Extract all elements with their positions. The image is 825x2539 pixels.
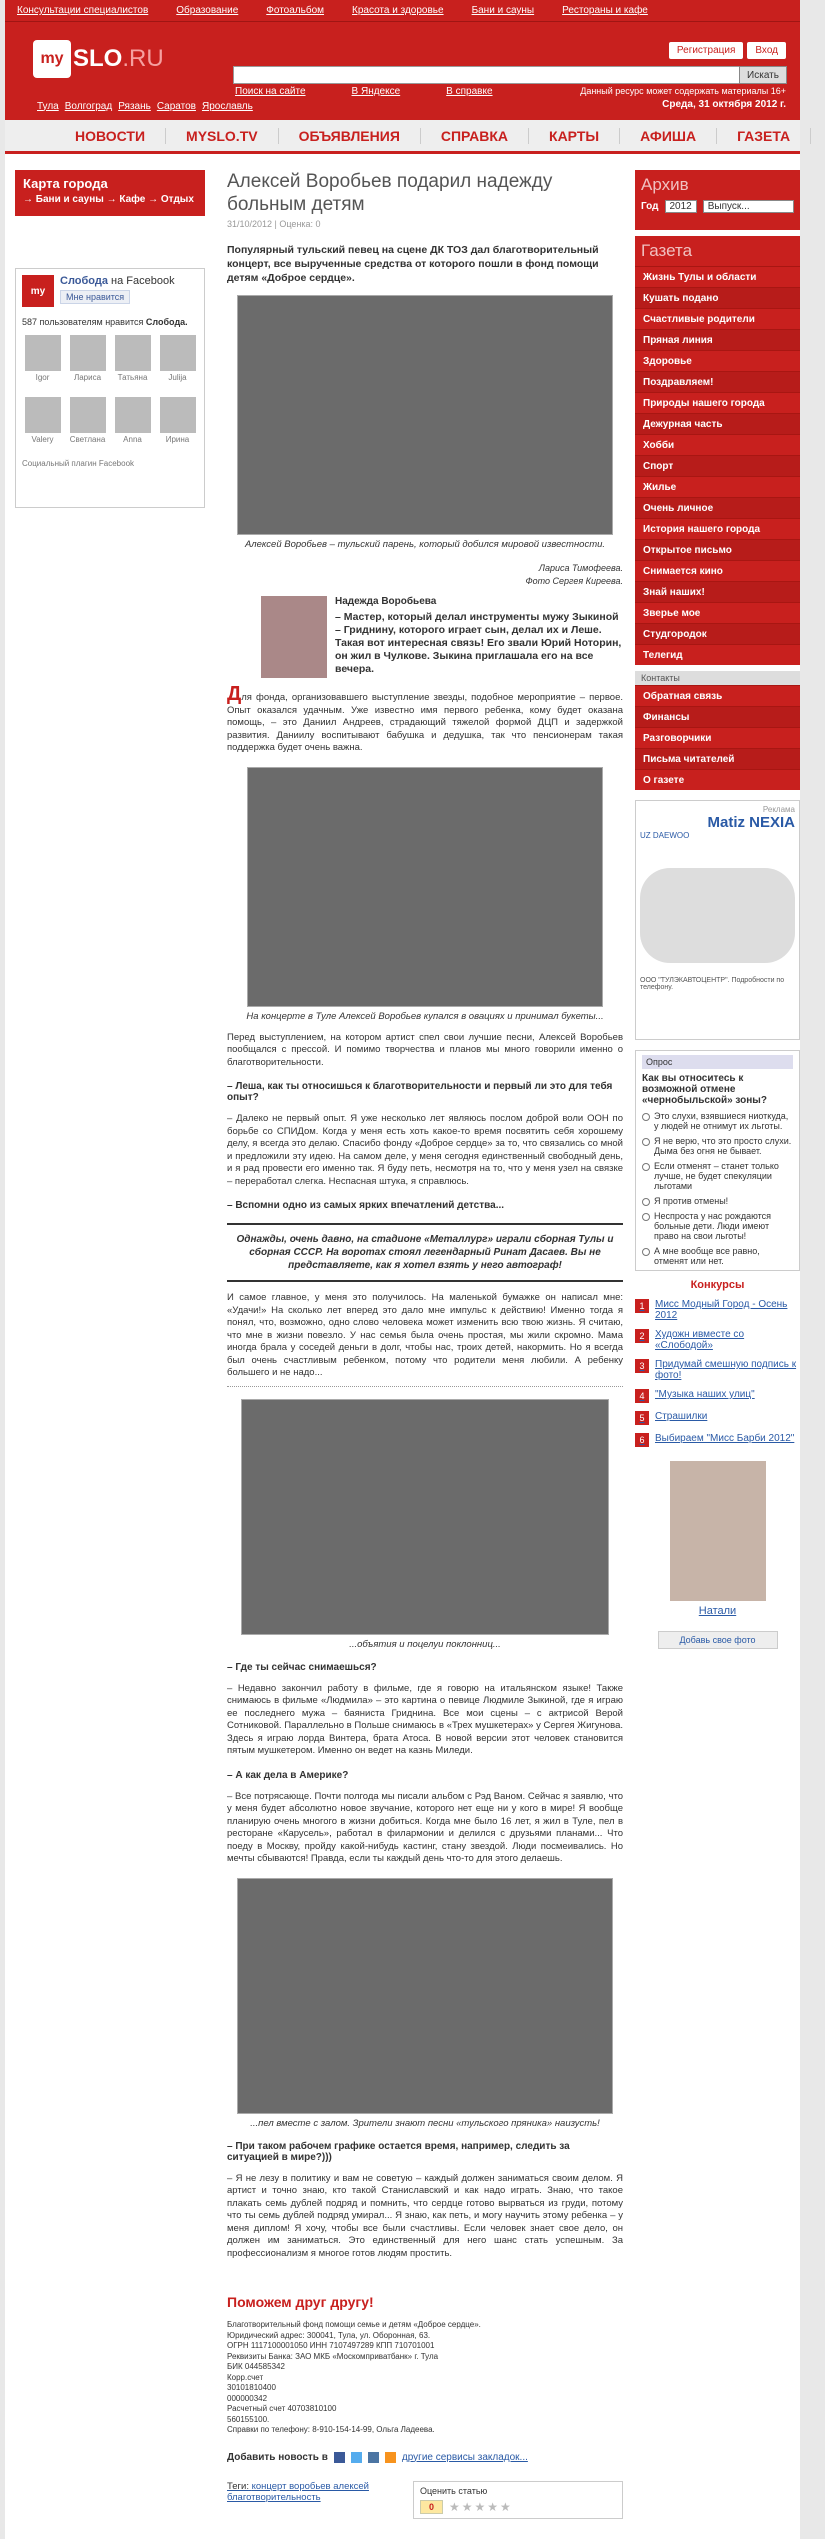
poll-option-text: А мне вообще все равно, отменят или нет. — [654, 1246, 760, 1266]
quote-name: Надежда Воробьева — [335, 596, 437, 607]
paragraph: – Далеко не первый опыт. Я уже несколько лет являюсь послом доброй воли ООН по борьбе со СПИДом. Когда у меня есть хоть какое-то время посвятить себя хорошему делу, я всегда это делаю. Спасибо фонду «Доброе сердце» за то, что связались со мной и предложили эту идею. На самом деле, у меня сегодня единственный свободный день, и я рад провести его именно так. Я буду петь, несмотря на то, что у меня узел на связке – переработал слегка. Неспасная штука, я справлюсь. — [227, 1113, 623, 1187]
age-notice: Данный ресурс может содержать материалы 16+ — [580, 86, 786, 96]
quote-text: – Мастер, который делал инструменты мужу Зыкиной – Гриднину, которого играет сын, делал их и Леше. Такая вот интересная связь! Его звали Юрий Ноторин, он жил в Чулкове. Зыкина приглашала его на все вечера. — [335, 611, 622, 675]
contest-number: 5 — [635, 1411, 649, 1425]
gazeta-item[interactable]: История нашего города — [635, 518, 800, 539]
paragraph: – Все потрясающе. Почти полгода мы писали альбом с Рэд Ваном. Сейчас я заявлю, что у меня будет абсолютно новое звучание, которого нет еще ни у кого в мире! Я вообще планирую очень многого в жизни добиться. Когда мне было 16 лет, я жил в Туле, пел в ресторане «Карусель», работал в филармонии и делился с друзьями планами... Что поеду в Москву, пройду какой-нибудь кастинг, стану звездой. Люди посмеивались. Но мечты сбываются! Правда, если ты каждый день что-то для этого делаешь. — [227, 1790, 623, 1864]
article-meta: 31/10/2012 | Оценка: 0 — [227, 219, 321, 229]
contests-title: Конкурсы — [690, 1279, 745, 1291]
gazeta-item[interactable]: Спорт — [635, 455, 800, 476]
issue-select[interactable]: Выпуск... — [703, 200, 794, 213]
topnav-link[interactable]: Бани и сауны — [471, 5, 535, 16]
fb-on-label: на Facebook — [111, 275, 175, 287]
portrait-photo — [237, 295, 613, 535]
photo-caption: ...пел вместе с залом. Зрители знают песни «тульского пряника» наизусть! — [250, 2117, 600, 2129]
fb-person[interactable] — [157, 335, 198, 393]
author-credit: Лариса Тимофеева. — [538, 563, 623, 573]
fb-page-logo: my — [22, 275, 54, 307]
search-site-link[interactable]: Поиск на сайте — [235, 86, 306, 97]
contest-link[interactable] — [635, 1299, 800, 1321]
fb-person[interactable] — [112, 397, 153, 455]
fb-person-name: Татьяна — [117, 373, 148, 382]
nav-tv[interactable]: MYSLO.TV — [166, 128, 279, 144]
winner-name[interactable]: Натали — [698, 1605, 737, 1617]
rating-value: 0 — [420, 2500, 443, 2514]
gazeta-item[interactable]: Хобби — [635, 434, 800, 455]
photo-caption: На концерте в Туле Алексей Воробьев купался в овациях и принимал букеты... — [246, 1010, 604, 1022]
bank-line: Корр.счет — [227, 2372, 264, 2382]
bank-line: Справки по телефону: 8-910-154-14-99, Ольга Ладеева. — [227, 2425, 435, 2434]
avatar — [160, 397, 196, 433]
top-nav — [5, 0, 800, 22]
fb-person[interactable] — [67, 397, 108, 455]
contest-link[interactable] — [635, 1411, 800, 1425]
fb-count: 587 пользователям нравится — [22, 317, 144, 327]
question: – Вспомни одно из самых ярких впечатлений детства... — [227, 1200, 505, 1211]
poll-option[interactable] — [642, 1211, 793, 1241]
fb-person-name: Лариса — [73, 373, 102, 382]
search-button[interactable]: Искать — [739, 66, 787, 84]
share-bar — [227, 2452, 623, 2463]
fb-like-button[interactable]: Мне нравится — [60, 290, 130, 304]
nav-afisha[interactable]: АФИША — [620, 128, 717, 144]
photo-caption: ...объятия и поцелуи поклонниц... — [349, 1638, 501, 1650]
fb-person-name: Valery — [31, 435, 54, 444]
paragraph: Перед выступлением, на котором артист спел свои лучшие песни, Алексей Воробьев пообщался с прессой. И помимо творчества и планов мы много говорили именно о благотворительности. — [227, 1031, 623, 1068]
topnav-link[interactable]: Фотоальбом — [266, 5, 325, 16]
ad-label: Реклама — [762, 805, 795, 814]
question: – А как дела в Америке? — [227, 1769, 349, 1781]
radio-icon[interactable] — [642, 1248, 650, 1256]
ad-brand: Matiz NEXIA — [707, 814, 795, 831]
paragraph: – Недавно закончил работу в фильме, где я говорю на итальянском языке! Также снимаюсь в фильме «Людмила» – это картина о певице Людмиле Зыкиной, где я играю ее последнего мужа – баяниста Гриднина. Все мои сцены – с актрисой Верой Сотниковой. Параллельно в Польше снимаюсь в «Трех мушкетерах» у Сергея Жигунова. Здесь я играю лорда Винтера, брата Атоса. В новой версии этот человек становится пятым мушкетером. Именно он ведет на казнь Миледи. — [227, 1682, 623, 1756]
fb-person-name: Julija — [168, 373, 187, 382]
poll-option[interactable] — [642, 1196, 793, 1206]
fb-person[interactable] — [22, 397, 63, 455]
archive-section — [635, 170, 800, 230]
register-button[interactable]: Регистрация — [669, 42, 743, 59]
avatar — [115, 397, 151, 433]
avatar — [160, 335, 196, 371]
contest-number: 4 — [635, 1389, 649, 1403]
paragraph — [227, 683, 623, 755]
gazeta-item[interactable]: Жилье — [635, 476, 800, 497]
rating-stars-icon[interactable]: ★★★★★ — [449, 2499, 513, 2514]
city-link[interactable]: Саратов — [156, 100, 196, 112]
fb-person-name: Anna — [123, 435, 142, 444]
city-link[interactable]: Ярославль — [201, 100, 253, 112]
poll-option[interactable] — [642, 1136, 793, 1156]
facebook-icon[interactable] — [334, 2452, 345, 2463]
gazeta-item[interactable]: Очень личное — [635, 497, 800, 518]
gazeta-item[interactable]: Жизнь Тулы и области — [635, 266, 800, 287]
bank-details — [227, 2320, 623, 2436]
logo-mark: my — [33, 40, 71, 78]
site-logo[interactable] — [33, 38, 164, 80]
bank-line: ОГРН 1117100001050 ИНН 7107497289 КПП 710701001 — [227, 2341, 435, 2350]
fb-person-name: Светлана — [69, 435, 106, 444]
poll-option-text: Если отменят – станет только лучше, не будет спекуляции льготами — [654, 1161, 779, 1191]
city-link[interactable]: Тула — [37, 100, 59, 112]
add-photo-button[interactable]: Добавь свое фото — [658, 1631, 778, 1649]
question: – При таком рабочем графике остается время, например, следить за ситуацией в мире?))) — [227, 2140, 570, 2163]
logo-text: SLO.RU — [73, 45, 164, 72]
contest-link[interactable] — [635, 1359, 800, 1381]
gazeta-section — [635, 236, 800, 665]
paragraph: И самое главное, у меня это получилось. На маленькой бумажке он написал мне: «Удачи!» На сколько лет вперед это дало мне импульс к действию! Именно тогда я понял, что, возможно, одно слово человека может изменить всю твою жизнь. Я считаю, что мне в жизни повезло. У нас семья была очень простая, мы жили скромно. Мама иногда брала у соседей деньги в долг, чтобы нас, троих детей, накормить. Но я всегда был очень счастливым ребенком, потому что родители меня любили. А ребенку большего и не надо... — [227, 1292, 623, 1378]
right-column — [635, 170, 800, 1649]
car-ad[interactable] — [635, 800, 800, 1040]
gazeta-item[interactable]: Телегид — [635, 644, 800, 665]
gazeta-item[interactable]: Дежурная часть — [635, 413, 800, 434]
current-date: Среда, 31 октября 2012 г. — [662, 99, 786, 110]
contacts-item[interactable]: Разговорчики — [635, 727, 800, 748]
radio-icon[interactable] — [642, 1198, 650, 1206]
contest-text: Художн ивместе со «Слободой» — [655, 1329, 745, 1351]
contest-text: "Музыка наших улиц" — [655, 1389, 755, 1400]
poll-option[interactable] — [642, 1161, 793, 1191]
radio-icon[interactable] — [642, 1163, 650, 1171]
ad-credit: ООО "ТУЛЭКАВТОЦЕНТР". Подробности по телефону. — [640, 977, 785, 991]
help-title: Поможем друг другу! — [227, 2294, 374, 2310]
tags — [227, 2481, 369, 2519]
odnoklassniki-icon[interactable] — [385, 2452, 396, 2463]
tag-link[interactable]: воробьев алексей — [289, 2480, 369, 2492]
nav-ads[interactable]: ОБЪЯВЛЕНИЯ — [279, 128, 421, 144]
contest-number: 2 — [635, 1329, 649, 1343]
contest-link[interactable] — [635, 1329, 800, 1351]
gazeta-item[interactable]: Знай наших! — [635, 581, 800, 602]
audience-photo — [237, 1878, 613, 2114]
contacts-section — [635, 671, 800, 790]
contest-number: 1 — [635, 1299, 649, 1313]
topnav-link[interactable]: Консультации специалистов — [17, 5, 149, 16]
city-map-card[interactable]: Карта города → Бани и сауны → Кафе → Отдых — [15, 170, 205, 216]
gazeta-item[interactable]: Кушать подано — [635, 287, 800, 308]
poll-option-text: Это слухи, взявшиеся ниоткуда, у людей не отнимут их льготы. — [654, 1111, 789, 1131]
contest-number: 6 — [635, 1433, 649, 1447]
year-select[interactable]: 2012 — [665, 200, 697, 213]
card-link[interactable]: Кафе — [119, 194, 146, 205]
contest-text: Выбираем "Мисс Барби 2012" — [655, 1433, 795, 1444]
highlight-quote: Однажды, очень давно, на стадионе «Металлург» играли сборная Тулы и сборная СССР. На воротах стоял легендарный Ринат Дасаев. Вы не представляете, как я хотел взять у него автограф! — [227, 1223, 623, 1282]
nav-news[interactable]: НОВОСТИ — [55, 128, 166, 144]
gazeta-item[interactable]: Поздравляем! — [635, 371, 800, 392]
city-bar — [5, 86, 800, 120]
article-lead: Популярный тульский певец на сцене ДК ТОЗ дал благотворительный концерт, все вырученные средства от которого пошли в фонд помощи детям «Доброе сердце». — [227, 244, 599, 284]
radio-icon[interactable] — [642, 1213, 650, 1221]
poll-option-text: Я не верю, что это просто слухи. Дыма без огня не бывает. — [654, 1136, 792, 1156]
bank-line: БИК 044585342 — [227, 2362, 285, 2371]
gazeta-item[interactable]: Снимается кино — [635, 560, 800, 581]
poll-option-text: Я против отмены! — [654, 1196, 729, 1206]
topnav-link[interactable]: Рестораны и кафе — [562, 5, 648, 16]
search-input[interactable] — [233, 66, 753, 84]
twitter-icon[interactable] — [351, 2452, 362, 2463]
bank-line: Реквизиты Банка: ЗАО МКБ «Москомприватбанк» г. Тула — [227, 2351, 439, 2361]
search-yandex-link[interactable]: В Яндексе — [351, 86, 401, 97]
nav-gazeta[interactable]: ГАЗЕТА — [717, 128, 811, 144]
card-link[interactable]: Отдых — [160, 194, 194, 205]
poll-question: Как вы относитесь к возможной отмене «чернобыльской» зоны? — [642, 1073, 767, 1106]
ad-dealer: UZ DAEWOO — [640, 831, 690, 840]
poll-option[interactable] — [642, 1111, 793, 1131]
question: – Леша, как ты относишься к благотворительности и первый ли это для тебя опыт? — [227, 1081, 613, 1103]
city-link[interactable]: Рязань — [118, 100, 151, 112]
fb-person[interactable] — [22, 335, 63, 393]
bank-line: 30101810400 — [227, 2383, 276, 2392]
bank-line: Юридический адрес: 300041, Тула, ул. Оборонная, 63. — [227, 2330, 431, 2340]
gazeta-item[interactable]: Студгородок — [635, 623, 800, 644]
avatar — [25, 335, 61, 371]
bank-line: Расчетный счет 40703810100 — [227, 2404, 337, 2413]
tag-link[interactable]: благотворительность — [227, 2491, 321, 2503]
fb-count-name: Слобода. — [145, 317, 188, 327]
rating-box — [413, 2481, 623, 2519]
gazeta-item[interactable]: Здоровье — [635, 350, 800, 371]
drop-cap: Д — [227, 683, 242, 705]
contest-photo[interactable] — [670, 1461, 766, 1601]
avatar — [70, 335, 106, 371]
poll-option-text: Неспроста у нас рождаются больные дети. Люди имеют право на свои льготы! — [654, 1211, 772, 1241]
contacts-item[interactable]: Обратная связь — [635, 685, 800, 706]
paragraph-text: ля фонда, организовавшего выступление звезды, подобное мероприятие – первое. Опыт оказался удачным. Уже известно имя первого ребенка, кому будет оказана помощь, – это Даниил Андреев, страдающий тяжелой формой ДЦП и задержкой развития. Даниилу воспитывают бабушка и дедушка, так что пенсионерам такая поддержка будет очень важна. — [227, 692, 623, 753]
question: – Где ты сейчас снимаешься? — [227, 1661, 377, 1673]
contest-link[interactable] — [635, 1433, 800, 1447]
bank-line: Благотворительный фонд помощи семье и детям «Доброе сердце». — [227, 2320, 481, 2329]
search-help-link[interactable]: В справке — [446, 86, 493, 97]
fb-person-name: Igor — [35, 373, 50, 382]
gazeta-item[interactable]: Счастливые родители — [635, 308, 800, 329]
contacts-item[interactable]: О газете — [635, 769, 800, 790]
nav-maps[interactable]: КАРТЫ — [529, 128, 620, 144]
avatar — [115, 335, 151, 371]
gazeta-item[interactable]: Пряная линия — [635, 329, 800, 350]
concert-photo — [247, 767, 603, 1007]
contest-text: Страшилки — [655, 1411, 708, 1422]
city-link[interactable]: Волгоград — [64, 100, 113, 112]
topnav-link[interactable]: Образование — [176, 5, 239, 16]
avatar — [70, 397, 106, 433]
site-header — [5, 0, 800, 92]
quote-photo — [261, 596, 327, 678]
fb-person[interactable] — [67, 335, 108, 393]
photo-credit: Фото Сергея Киреева. — [525, 576, 623, 586]
fb-person[interactable] — [112, 335, 153, 393]
contest-number: 3 — [635, 1359, 649, 1373]
contacts-item[interactable]: Письма читателей — [635, 748, 800, 769]
tag-link[interactable]: концерт — [251, 2480, 287, 2492]
bank-line: 560155100. — [227, 2414, 270, 2424]
year-label: Год — [641, 201, 659, 212]
article — [227, 170, 623, 2519]
left-column — [15, 170, 205, 508]
bank-line: 000000342 — [227, 2393, 268, 2403]
main-nav — [5, 120, 800, 154]
contest-link[interactable] — [635, 1389, 800, 1403]
fans-photo — [241, 1399, 609, 1635]
poll-box — [635, 1050, 800, 1271]
contacts-title: Контакты — [635, 671, 800, 685]
contacts-item[interactable]: Финансы — [635, 706, 800, 727]
nav-reference[interactable]: СПРАВКА — [421, 128, 529, 144]
tags-label: Теги: — [227, 2480, 249, 2492]
more-bookmarks-link[interactable]: другие сервисы закладок... — [401, 2451, 528, 2463]
share-label: Добавить новость в — [227, 2451, 328, 2463]
card-title: Карта города — [23, 176, 108, 191]
poll-label: Опрос — [642, 1055, 793, 1069]
card-link[interactable]: Бани и сауны — [35, 194, 104, 205]
car-image — [640, 868, 795, 963]
radio-icon[interactable] — [642, 1138, 650, 1146]
fb-person[interactable] — [157, 397, 198, 455]
fb-person-name: Ирина — [165, 435, 190, 444]
rate-label: Оценить статью — [420, 2485, 488, 2496]
article-title: Алексей Воробьев подарил надежду больным детям — [227, 171, 553, 215]
archive-title: Архив — [641, 175, 689, 194]
vk-icon[interactable] — [368, 2452, 379, 2463]
fb-page-name[interactable]: Слобода — [60, 275, 108, 287]
avatar — [25, 397, 61, 433]
fb-plugin-note: Социальный плагин Facebook — [22, 459, 135, 468]
facebook-widget — [15, 268, 205, 508]
radio-icon[interactable] — [642, 1113, 650, 1121]
gazeta-item[interactable]: Природы нашего города — [635, 392, 800, 413]
quote-box — [261, 596, 623, 678]
topnav-link[interactable]: Красота и здоровье — [352, 5, 444, 16]
contest-text: Придумай смешную подпись к фото! — [655, 1359, 797, 1381]
contest-text: Мисс Модный Город - Осень 2012 — [655, 1299, 788, 1321]
poll-option[interactable] — [642, 1246, 793, 1266]
fb-people — [22, 335, 198, 455]
login-button[interactable]: Вход — [747, 42, 786, 59]
gazeta-item[interactable]: Зверье мое — [635, 602, 800, 623]
photo-caption: Алексей Воробьев – тульский парень, который добился мировой известности. — [244, 539, 606, 550]
gazeta-item[interactable]: Открытое письмо — [635, 539, 800, 560]
paragraph: – Я не лезу в политику и вам не советую – каждый должен заниматься своим делом. Я артист и точно знаю, кто такой Станиславский и как надо играть. Знаю, что такое плакать семь дублей подряд и помнить, что сердце готово вырваться из груди, потому что ты семь дублей подряд умирал... Я знаю, как петь, и могу научить этому ребенка – у меня диплом! Я хочу, чтобы все были счастливы. Если человек знает свое дело, он должен им заниматься. Это единственный для него шанс стать успешным. За профессионализм я многое готов людям простить. — [227, 2172, 623, 2259]
gazeta-title: Газета — [641, 241, 693, 260]
